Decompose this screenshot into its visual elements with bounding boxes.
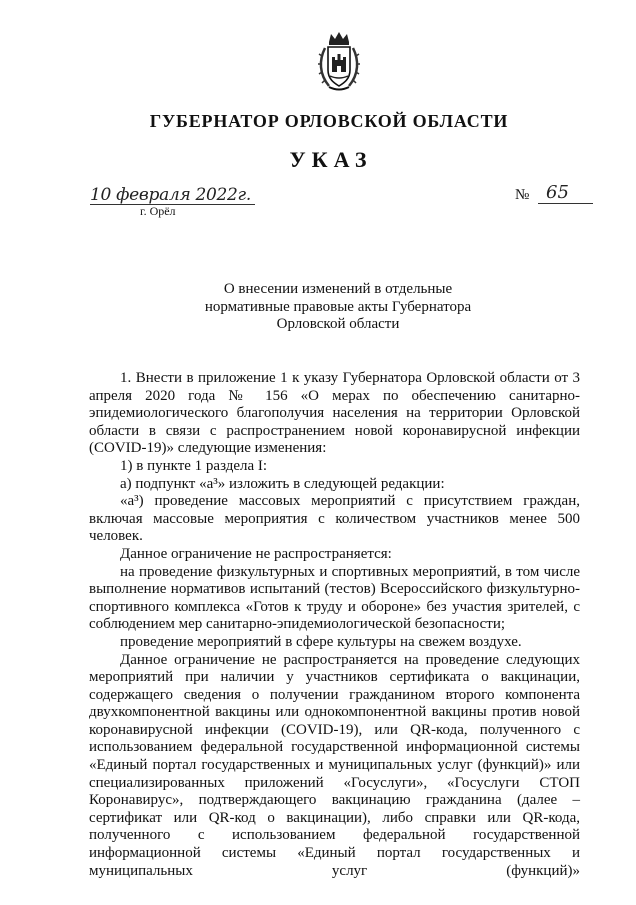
body-paragraph: 1) в пункте 1 раздела I: — [120, 457, 268, 474]
body-paragraph: на проведение физкультурных и спортивных мероприятий, в том числе выполнение нормативов испытаний (тестов) Всероссийского физкультурно-спортивного комплекса «Готов к труду и обороне» без участия зрителей, с соблюдением мер санитарно-эпидемиологической безопасности; — [89, 563, 580, 633]
subject-line: О внесении изменений в отдельные — [223, 281, 453, 297]
subject-line: Орловской области — [276, 316, 400, 332]
body-paragraph: «а³) проведение массовых мероприятий с присутствием граждан, включая массовые мероприятия с количеством участников менее 500 человек. — [89, 493, 580, 545]
document-date: 10 февраля 2022г. — [90, 186, 255, 205]
document-number: 65 — [538, 183, 593, 204]
document-number-label: № — [515, 187, 530, 203]
body-paragraph: Данное ограничение не распространяется: — [120, 545, 392, 562]
subject-line: нормативные правовые акты Губернатора — [204, 298, 472, 315]
body-paragraph: Данное ограничение не распространяется на проведение следующих мероприятий при наличии у участников сертификата о вакцинации, содержащего сведения о получении гражданином второго компонента двухкомпонентной вакцины или однокомпонентной вакцины против новой коронавирусной инфекции (COVID-19), или QR-кода, полученного с использованием федеральной государственной информационной системы «Единый портал государственных и муниципальных услуг (функций)» или специализированных приложений «Госуслуги», «Госуслуги СТОП Коронавирус», подтверждающего вакцинацию гражданина (далее – сертификат или QR-код о вакцинации), либо справки или QR-кода, полученного с использованием федеральной государственной информационной системы «Единый портал государственных и муниципальных услуг (функций)» — [89, 651, 580, 879]
body-paragraph: 1. Внести в приложение 1 к указу Губернатора Орловской области от 3 апреля 2020 года № 156 «О мерах по обеспечению санитарно-эпидемиологического благополучия населения на территории Орловской области в связи с распространением новой коронавирусной инфекции (COVID-19)» следующие изменения: — [89, 370, 580, 457]
body-paragraph: а) подпункт «а³» изложить в следующей редакции: — [120, 475, 445, 492]
body-paragraph: проведение мероприятий в сфере культуры на свежем воздухе. — [120, 633, 522, 650]
oryol-oblast-coat-of-arms-icon — [317, 30, 361, 94]
document-subject — [0, 281, 636, 334]
issuing-authority: ГУБЕРНАТОР ОРЛОВСКОЙ ОБЛАСТИ — [149, 111, 509, 131]
document-city: г. Орёл — [140, 204, 176, 218]
document-body — [89, 370, 580, 880]
document-type-title: УКАЗ — [289, 147, 373, 172]
